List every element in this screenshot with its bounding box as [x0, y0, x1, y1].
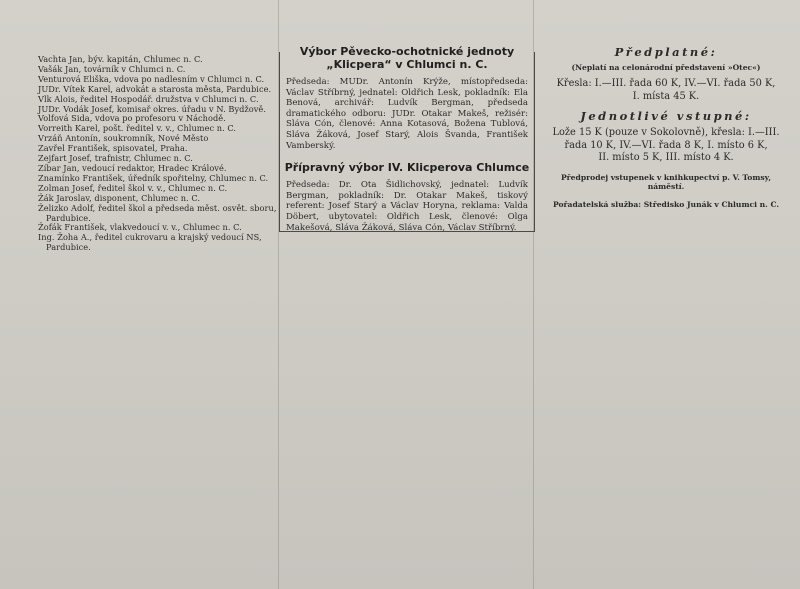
- organizer-line: Pořadatelská služba: Středisko Junák v Chlumci n. C.: [552, 200, 780, 210]
- single-admission-heading: Jednotlivé vstupné:: [580, 109, 752, 123]
- preparatory-committee-title: Přípravný výbor IV. Klicperova Chlumce: [284, 161, 530, 175]
- list-item: Zolman Josef, ředitel škol v. v., Chlumec n. C.: [38, 182, 228, 193]
- subscription-heading: Předplatné:: [614, 45, 718, 59]
- list-item: Vlk Alois, ředitel Hospodář. družstva v Chlumci n. C.: [38, 93, 259, 104]
- single-price-line: II. místo 5 K, III. místo 4 K.: [598, 152, 734, 163]
- committee-title: [282, 45, 532, 71]
- committee-title-line: Výbor Pěvecko-ochotnické jednoty: [299, 45, 515, 58]
- list-item: Zejfart Josef, trafnistr, Chlumec n. C.: [38, 153, 193, 164]
- list-item: Ing. Žoha A., ředitel cukrovaru a krajský vedoucí NS, Pardubice.: [38, 232, 262, 253]
- subscription-price-line: Křesla: I.—III. řada 60 K, IV.—VI. řada 50 K,: [556, 78, 776, 89]
- single-price-line: řada 10 K, IV.—VI. řada 8 K, I. místo 6 K,: [564, 139, 768, 151]
- list-item: JUDr. Vítek Karel, advokát a starosta města, Pardubice.: [38, 83, 272, 94]
- list-item: Žák Jaroslav, disponent, Chlumec n. C.: [38, 192, 200, 203]
- list-item: Zíbar Jan, vedoucí redaktor, Hradec Králové.: [38, 162, 227, 173]
- member-list-column: [38, 55, 278, 253]
- single-price-line: Lože 15 K (pouze v Sokolovně), křesla: I.—III.: [552, 127, 780, 138]
- list-item: Vachta Jan, býv. kapitán, Chlumec n. C.: [38, 54, 203, 64]
- list-item: Vrzáň Antonín, soukromník, Nové Město: [38, 133, 209, 144]
- list-item: Zavřel František, spisovatel, Praha.: [38, 143, 188, 154]
- list-item: Vorreith Karel, pošt. ředitel v. v., Chlumec n. C.: [38, 123, 237, 134]
- list-item: Znamínko František, úředník spořitelny, Chlumec n. C.: [38, 172, 269, 183]
- list-item: Vašák Jan, továrník v Chlumci n. C.: [38, 63, 186, 74]
- list-item: Venturová Eliška, vdova po nadlesním v Chlumci n. C.: [38, 73, 265, 84]
- member-list: [38, 55, 278, 253]
- committee-column: [282, 45, 532, 243]
- committee-members-text: Předseda: MUDr. Antonín Krýže, místopředseda: Václav Stříbrný, jednatel: Oldřich Lesk, pokladník: Ela Benová, archivář: Ludvík Bergman, předseda dramatického odboru: JUDr. Otakar Makeš, režisér: Sláva Cón, členové: Anna Kotasová, Božena Tublová, Sláva Žáková, Josef Starý, Alois Švanda, František Vamberský.: [286, 77, 528, 151]
- subscription-price-line: I. místa 45 K.: [632, 90, 700, 102]
- list-item: JUDr. Vodák Josef, komisař okres. úřadu v N. Bydžově.: [38, 103, 266, 114]
- subscription-note: (Neplatí na celonárodní představení »Otec«): [571, 63, 761, 72]
- single-admission-block: [538, 109, 794, 165]
- list-item: Žofák František, vlakvedoucí v. v., Chlumec n. C.: [38, 222, 242, 233]
- presale-line: náměstí.: [647, 182, 685, 192]
- list-item: Želizko Adolf, ředitel škol a předseda měst. osvět. sboru, Pardubice.: [38, 202, 277, 223]
- subscription-block: [538, 45, 794, 103]
- pricing-column: [538, 45, 794, 210]
- presale-line: Předprodej vstupenek v knihkupectví p. V. Tomsy,: [560, 172, 772, 182]
- column-divider: [534, 52, 535, 232]
- preparatory-committee-text: Předseda: Dr. Ota Šidlichovský, jednatel: Ludvík Bergman, pokladník: Dr. Otakar Makeš, tiskový referent: Josef Starý a Václav Horyna, reklama: Valda Döbert, ubytovatel: Oldřich Lesk, členové: Olga Makešová, Sláva Žáková, Sláva Cón, Václav Stříbrný.: [286, 180, 528, 233]
- list-item: Volfová Sida, vdova po profesoru v Náchodě.: [38, 113, 226, 124]
- committee-title-line: „Klicpera“ v Chlumci n. C.: [326, 58, 488, 71]
